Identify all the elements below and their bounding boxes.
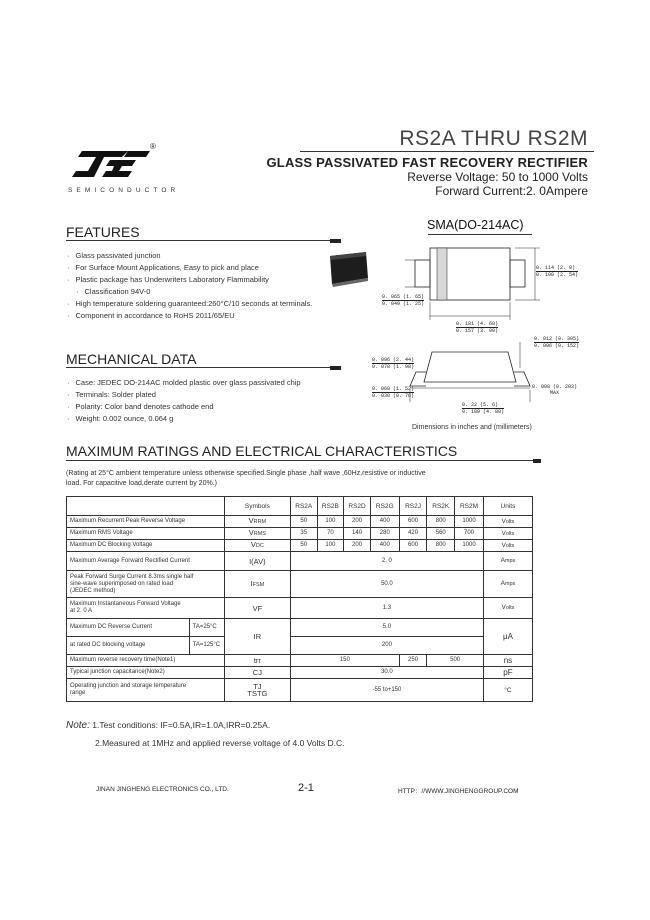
footer-company: JINAN JINGHENG ELECTRONICS CO., LTD. <box>96 786 229 793</box>
title-underline <box>300 151 594 152</box>
logo-text: SEMICONDUCTOR <box>68 187 180 194</box>
mechanical-list <box>67 377 367 425</box>
package-photo <box>322 250 372 295</box>
reverse-voltage: Reverse Voltage: 50 to 1000 Volts <box>407 170 588 184</box>
dim-lead-length: 0. 060 (1. 52) 0. 030 (0. 76) <box>372 386 415 399</box>
column-header: RS2A <box>290 497 317 516</box>
mechanical-rule <box>66 367 341 368</box>
features-rule <box>66 240 341 241</box>
table-row: Maximum DC Blocking Voltage VDC 50 100 200 400 600 800 1000 Volts <box>67 540 533 552</box>
table-row: Maximum Recurrent Peak Reverse Voltage VRRM 50 100 200 400 600 800 1000 Volts <box>67 516 533 528</box>
company-logo <box>66 147 152 183</box>
page-number: 2-1 <box>298 782 314 794</box>
list-item: · Glass passivated junction <box>67 250 367 262</box>
list-item: · Plastic package has Underwriters Laboratory Flammability <box>67 274 367 286</box>
list-item: · Weight: 0.002 ounce, 0.064 g <box>67 413 367 425</box>
mechanical-heading: MECHANICAL DATA <box>66 351 197 367</box>
dim-body-height: 0. 096 (2. 44) 0. 078 (1. 98) <box>372 357 415 370</box>
note-1: Note: 1.Test conditions: IF=0.5A,IR=1.0A,IRR=0.25A. <box>66 720 271 731</box>
column-header: RS2K <box>427 497 455 516</box>
table-row: Maximum RMS Voltage VRMS 35 70 140 280 420 560 700 Volts <box>67 528 533 540</box>
table-row: Peak Forward Surge Current 8.3ms single half sine-wave superimposed on rated load (JEDEC method) IFSM 50.0 Amps <box>67 571 533 598</box>
dim-thickness: 0. 012 (0. 305) 0. 006 (0. 152) <box>534 336 580 349</box>
forward-current: Forward Current:2. 0Ampere <box>435 184 588 198</box>
dimensions-caption: Dimensions in inches and (millimeters) <box>412 424 532 431</box>
column-header: RS2D <box>344 497 371 516</box>
note-2: 2.Measured at 1MHz and applied reverse voltage of 4.0 Volts D.C. <box>95 738 345 748</box>
mechanical-rule-mark <box>330 366 341 370</box>
table-header <box>67 497 533 516</box>
table-row: Maximum Instantaneous Forward Voltage at 2. 0 A VF 1.3 Volts <box>67 598 533 619</box>
registered-mark: ® <box>150 142 156 151</box>
product-subtitle: GLASS PASSIVATED FAST RECOVERY RECTIFIER <box>266 155 588 170</box>
table-row: at rated DC blocking voltage TA=125°C 200 <box>67 637 533 655</box>
list-item: · Terminals: Solder plated <box>67 389 367 401</box>
column-header: RS2B <box>317 497 344 516</box>
list-item: · High temperature soldering guaranteed:260°C/10 seconds at terminals. <box>67 298 367 310</box>
dim-body-length: 0. 181 (4. 60) 0. 157 (3. 99) <box>456 321 499 334</box>
dim-height: 0. 114 (2. 9) 0. 100 (2. 54) <box>536 265 579 278</box>
dim-standoff: 0. 008 (0. 203) MAX <box>532 384 578 396</box>
list-item: · Case: JEDEC DO-214AC molded plastic over glass passivated chip <box>67 377 367 389</box>
ratings-heading: MAXIMUM RATINGS AND ELECTRICAL CHARACTERISTICS <box>66 443 458 459</box>
column-header: Symbols <box>224 497 290 516</box>
list-item: · For Surface Mount Applications, Easy to pick and place <box>67 262 367 274</box>
features-rule-mark <box>330 239 341 243</box>
features-heading: FEATURES <box>66 224 140 240</box>
column-header: RS2J <box>399 497 427 516</box>
rating-condition: (Rating at 25°C ambient temperature unless otherwise specified.Single phase ,half wave ,60Hz,resistive or inductive load. For capacitive load,derate current by 20%.) <box>66 470 426 487</box>
dim-overall-length: 0. 22 (5. 6) 0. 189 (4. 80) <box>462 402 505 415</box>
column-header: RS2G <box>370 497 399 516</box>
table-row: Maximum DC Reverse Current TA=25°C IR 5.0 μA <box>67 619 533 637</box>
ratings-rule-mark <box>533 459 541 463</box>
table-row: Maximum Average Forward Rectified Current I(AV) 2. 0 Amps <box>67 552 533 571</box>
package-title: SMA(DO-214AC) <box>427 218 524 232</box>
package-title-rule <box>428 234 532 235</box>
page-title: RS2A THRU RS2M <box>399 127 588 150</box>
dim-lead-width: 0. 065 (1. 65) 0. 049 (1. 25) <box>382 294 425 307</box>
list-item: · Classification 94V-0 <box>67 286 367 298</box>
footer-website: HTTP：//WWW.JINGHENGGROUP.COM <box>398 788 519 795</box>
table-row: Typical junction capacitance(Note2) CJ 30.0 pF <box>67 667 533 679</box>
column-header: Units <box>483 497 532 516</box>
table-row: Operating junction and storage temperature range TJ TSTG -55 to+150 °C <box>67 679 533 702</box>
ratings-rule <box>66 460 541 461</box>
list-item: · Component in accordance to RoHS 2011/65/EU <box>67 310 367 322</box>
list-item: · Polarity: Color band denotes cathode end <box>67 401 367 413</box>
column-header: RS2M <box>455 497 484 516</box>
table-row: Maximum reverse recovery time(Note1) trr 150 250 500 ns <box>67 655 533 667</box>
ratings-table <box>66 496 533 702</box>
